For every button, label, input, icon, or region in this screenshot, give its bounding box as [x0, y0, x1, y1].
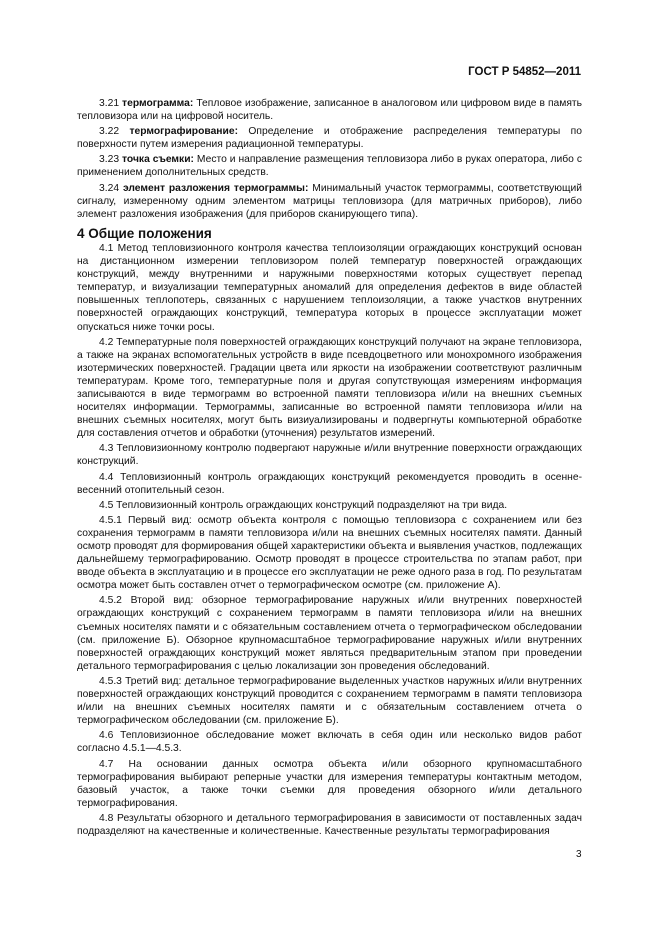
definition-3-24	[77, 182, 582, 221]
definition-3-21	[77, 97, 582, 123]
paragraph-4-6: 4.6 Тепловизионное обследование может включать в себя один или несколько видов работ согласно 4.5.1—4.5.3.	[77, 730, 582, 755]
definition-term: термографирование:	[129, 126, 238, 138]
paragraph-4-5-3: 4.5.3 Третий вид: детальное термографирование выделенных участков наружных и/или внутренних поверхностей ограждающих конструкций проводится с сохранением термограмм в памяти тепловизора и/или на внешних съемных носителях памяти и с обязательным составлением отчета о термографическом обследовании (см. приложение Б).	[77, 675, 582, 727]
paragraph-4-8: 4.8 Результаты обзорного и детального термографирования в зависимости от поставленных задач подразделяют на качественные и количественные. Качественные результаты термографирования	[77, 812, 582, 837]
paragraph-4-3: 4.3 Тепловизионному контролю подвергают наружные и/или внутренние поверхности ограждающих конструкций.	[77, 443, 582, 468]
paragraph-4-2: 4.2 Температурные поля поверхностей ограждающих конструкций получают на экране тепловизора, а также на экранах вспомогательных устройств в виде псевдоцветного или монохромного изображения изотермических поверхностей. Градации цвета или яркости на изображении соответствуют различным температурам. Кроме того, температурные поля и другая сопутствующая измерениям информация записываются в виде термограмм во встроенной памяти тепловизора и/или на внешних съемных носителях информации. Термограммы, записанные во встроенной памяти тепловизора и/или на внешних съемных носителях, могут быть визиуализированы и подвергнуты компьютерной обработке для составления отчетов и обработки (уточнения) результатов измерений.	[77, 336, 582, 440]
paragraph-4-1: 4.1 Метод тепловизионного контроля качества теплоизоляции ограждающих конструкций основан на дистанционном измерении тепловизором полей температур поверхностей ограждающих конструкций, между внутренними и наружными поверхностями которых существует перепад температур, и визуализации температурных аномалий для определения дефектов в виде областей повышенных теплопотерь, связанных с нарушением теплоизоляции, а также участков внутренних поверхностей ограждающих конструкций, температура которых в процессе эксплуатации может опускаться ниже точки росы.	[77, 242, 582, 333]
page-number: 3	[576, 849, 582, 860]
paragraph-4-4: 4.4 Тепловизионный контроль ограждающих конструкций рекомендуется проводить в осенне-весенний отопительный сезон.	[77, 471, 582, 496]
definition-text: Определение и отображение распределения температуры по поверхности путем измерения радиационной температуры.	[77, 126, 582, 151]
definition-text: Минимальный участок термограммы, соответствующий сигналу, измеренному одним элементом матрицы тепловизора (для матричных приборов), либо элемент разложения изображения (для приборов сканирующего типа).	[77, 182, 582, 220]
definition-number: 3.24	[99, 182, 120, 194]
paragraph-4-5: 4.5 Тепловизионный контроль ограждающих конструкций подразделяют на три вида.	[99, 499, 508, 511]
definition-number: 3.21	[99, 98, 120, 109]
definition-term: термограмма:	[122, 98, 194, 109]
paragraph-4-5-1: 4.5.1 Первый вид: осмотр объекта контроля с помощью тепловизора с сохранением или без сохранения термограмм в памяти тепловизора и/или на внешних съемных носителях памяти. Данный осмотр проводят для формирования общей характеристики объекта и выявления участков, подлежащих дальнейшему термографированию. Осмотр проводят в процессе строительства по этапам работ, при вводе объекта в эксплуатацию и в процессе его эксплуатации не реже одного раза в год. По результатам осмотра может быть составлен отчет о термографическом осмотре (см. приложение А).	[77, 514, 582, 592]
section-title: 4 Общие положения	[77, 225, 212, 241]
definition-term: точка съемки:	[122, 154, 194, 166]
standard-header: ГОСТ Р 54852—2011	[468, 66, 581, 78]
paragraph-4-5-2: 4.5.2 Второй вид: обзорное термографирование наружных и/или внутренних поверхностей ограждающих конструкций с сохранением термограмм в памяти тепловизора и/или на внешних съемных носителях памяти и с обязательным составлением отчета о термографическом обследовании (см. приложение Б). Обзорное крупномасштабное термографирование наружных и/или внутренних поверхностей ограждающих конструкций может являться предварительным этапом при проведении детального термографирования с целью локализации зон проведения обследований.	[77, 595, 582, 672]
page-content	[77, 97, 582, 840]
definition-number: 3.22	[99, 126, 120, 138]
definition-3-23	[77, 153, 582, 179]
definition-3-22	[77, 125, 582, 151]
paragraph-4-7: 4.7 На основании данных осмотра объекта и/или обзорного крупномасштабного термографирования выбирают реперные участки для измерения температуры контактным методом, базовый участок, а также точки съемки для проведения обзорного и/или детального термографирования.	[77, 758, 582, 809]
definition-text: Тепловое изображение, записанное в аналоговом или цифровом виде в память тепловизора или на цифровой носитель.	[77, 98, 582, 123]
definition-term: элемент разложения термограммы:	[122, 182, 309, 194]
definition-text: Место и направление размещения тепловизора либо в руках оператора, либо с применением дополнительных средств.	[77, 154, 582, 179]
definition-number: 3.23	[99, 154, 120, 166]
